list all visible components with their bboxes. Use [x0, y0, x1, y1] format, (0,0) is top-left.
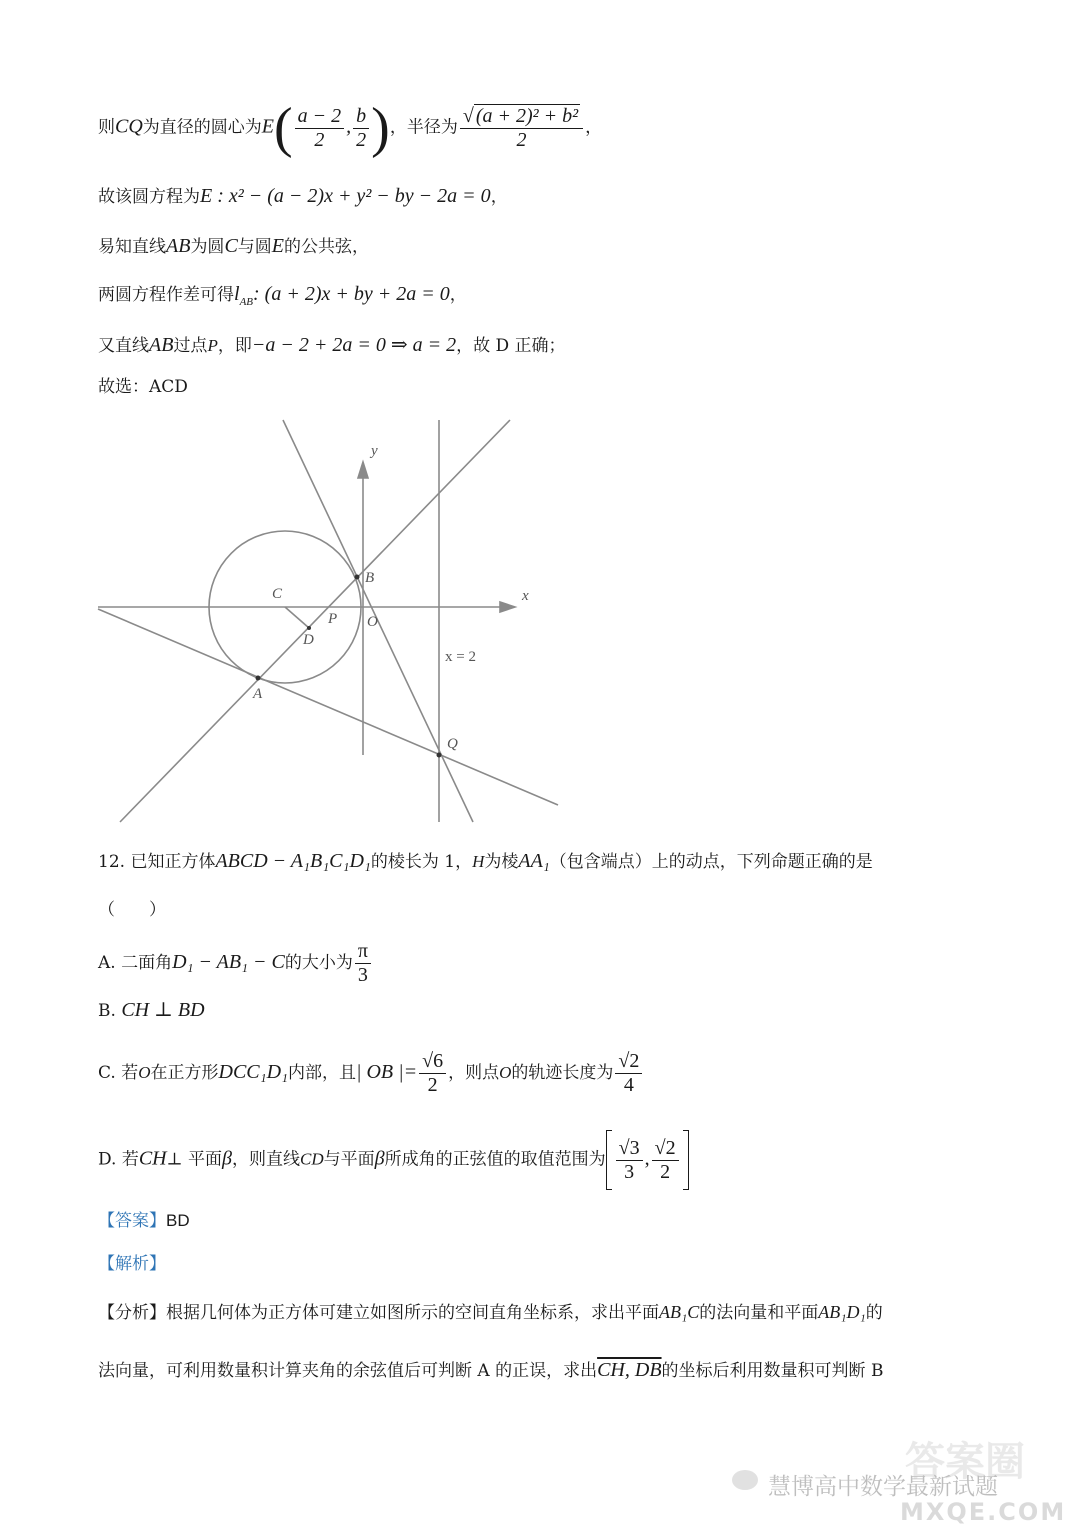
line-aq	[98, 609, 558, 805]
text: A. 二面角	[98, 953, 173, 973]
text: 12. 已知正方体	[98, 852, 216, 872]
text: ，则直线	[232, 1149, 301, 1170]
point-a	[256, 676, 261, 681]
text: 又直线	[98, 336, 149, 356]
text: 过点	[173, 336, 208, 356]
math: AB	[149, 334, 174, 356]
math: O	[138, 1063, 151, 1082]
text: 为圆	[190, 237, 225, 257]
text: ，	[449, 285, 467, 305]
text: B.	[98, 1001, 116, 1021]
fenxi-line-2	[98, 1360, 883, 1380]
math: H	[472, 852, 485, 871]
math: : (a + 2)x + by + 2a = 0	[253, 283, 450, 305]
text: 所成角的正弦值的取值范围为	[384, 1149, 606, 1170]
label-x: x	[522, 588, 529, 604]
fraction: $\frac{√2}{2}$	[652, 1137, 679, 1184]
math: AB₁D₁	[818, 1302, 866, 1322]
text: 内部，且	[287, 1063, 356, 1083]
math: CH	[138, 1147, 167, 1170]
math: CD	[300, 1149, 324, 1169]
text-line-5	[98, 335, 566, 355]
math: D₁ − AB₁ − C	[172, 951, 285, 973]
label-d: D	[303, 632, 314, 648]
answer-value: BD	[166, 1211, 190, 1230]
math: ABCD − A₁B₁C₁D₁	[215, 850, 371, 872]
point-b	[355, 575, 360, 580]
math: l	[234, 283, 240, 305]
text: （ ）	[98, 900, 166, 920]
text: ，则点	[448, 1063, 500, 1083]
math: P	[207, 336, 218, 355]
question-12-stem	[98, 851, 873, 871]
text: ，	[490, 187, 508, 207]
fenxi-tag: 【分析】	[98, 1303, 166, 1323]
option-a	[98, 940, 373, 987]
analysis-tag: 【解析】	[98, 1254, 166, 1274]
label-p: P	[328, 611, 338, 627]
text: 两圆方程作差可得	[98, 285, 234, 305]
text: 法向量，可利用数量积计算夹角的余弦值后可判断 A 的正误，求出	[98, 1361, 598, 1381]
y-axis-arrow	[358, 462, 368, 478]
math: C	[224, 235, 238, 257]
fraction: $\frac{\text{√ (a + 2)² + b²}}{2}$	[460, 105, 583, 152]
option-c	[98, 1050, 644, 1097]
math: E : x² − (a − 2)x + y² − by − 2a = 0	[200, 185, 491, 207]
text: ⊥ 平面	[166, 1149, 223, 1170]
math: | OB |=	[355, 1061, 418, 1083]
math-subscript: AB	[239, 296, 254, 308]
math: O	[499, 1063, 512, 1082]
text: ，半径为	[389, 117, 458, 138]
watermark-text: 慧博高中数学最新试题	[768, 1474, 998, 1500]
fenxi-line-1	[98, 1303, 883, 1322]
paren: (	[274, 97, 293, 159]
label-y: y	[371, 443, 378, 459]
text: 在正方形	[150, 1063, 219, 1083]
wechat-icon	[732, 1470, 758, 1490]
text: 的大小为	[284, 953, 353, 973]
fraction: $\frac{√3}{3}$	[616, 1137, 643, 1184]
text-line-4	[98, 284, 467, 308]
text-line-3	[98, 236, 369, 256]
line-bq	[283, 420, 473, 822]
text: 的轨迹长度为	[511, 1063, 614, 1083]
bracket-right	[683, 1130, 689, 1190]
question-12-paren	[98, 902, 166, 919]
watermark-stamp: 答案圈	[905, 1439, 1025, 1485]
text: ，故 D 正确；	[456, 336, 566, 356]
geometry-figure	[90, 410, 570, 830]
watermark	[730, 1430, 1080, 1527]
text: 为棱	[484, 852, 519, 872]
text-line-6	[98, 379, 188, 396]
point-q	[437, 753, 442, 758]
watermark-site: MXQE.COM	[900, 1498, 1067, 1526]
text: D. 若	[98, 1149, 139, 1170]
label-q: Q	[447, 736, 458, 752]
math: ,	[346, 115, 352, 138]
x-axis-arrow	[500, 602, 515, 612]
line-ab	[120, 420, 510, 822]
math: AA₁	[518, 850, 550, 872]
answer-line	[98, 1212, 190, 1230]
segment-cd	[285, 607, 309, 628]
math: CH ⊥ BD	[121, 999, 205, 1021]
math-vectors: CH, DB	[597, 1359, 662, 1381]
fraction: $\frac{b}{2}$	[353, 105, 369, 152]
fraction: $\frac{\pi}{3}$	[355, 940, 371, 987]
option-d: D. 若CH⊥ 平面β，则直线CD与平面β所成角的正弦值的取值范围为 $\frac{√3}{3}$ , $\frac{√2}{2}$	[98, 1130, 689, 1190]
fraction: $\frac{a - 2}{2}$	[295, 105, 345, 152]
label-a: A	[253, 686, 263, 702]
text: ，即	[217, 336, 252, 356]
math: E	[261, 115, 275, 138]
text: 的棱长为 1，	[370, 852, 473, 872]
text: 易知直线	[98, 237, 166, 257]
text: 与平面	[323, 1149, 375, 1170]
option-b	[98, 1000, 205, 1020]
math: β	[374, 1147, 385, 1170]
math: E	[271, 235, 284, 257]
paren: )	[371, 97, 390, 159]
math: −a − 2 + 2a = 0 ⇒ a = 2	[251, 334, 457, 356]
label-b: B	[365, 570, 375, 586]
label-x2: x = 2	[445, 649, 476, 665]
text: 的	[865, 1303, 883, 1323]
text: 为直径的圆心为	[142, 117, 262, 138]
text: 的坐标后利用数量积可判断 B	[661, 1361, 884, 1381]
text-line-1	[98, 97, 603, 159]
text-line-2	[98, 186, 508, 206]
text: 故该圆方程为	[98, 187, 200, 207]
bracket-left	[606, 1130, 612, 1190]
label-o: O	[367, 614, 378, 630]
text: 与圆	[237, 237, 272, 257]
math: CQ	[115, 115, 143, 138]
text: 根据几何体为正方体可建立如图所示的空间直角坐标系，求出平面	[166, 1303, 659, 1323]
label-c: C	[272, 586, 283, 602]
math: AB₁C	[659, 1302, 700, 1322]
text: 则	[98, 117, 115, 138]
fraction: $\frac{√2}{4}$	[615, 1050, 642, 1097]
text: 故选：ACD	[98, 377, 188, 397]
answer-tag: 【答案】	[98, 1211, 166, 1231]
analysis-line	[98, 1256, 166, 1273]
text: 的法向量和平面	[699, 1303, 819, 1323]
math: AB	[166, 235, 191, 257]
point-d	[307, 626, 311, 630]
text: C. 若	[98, 1063, 139, 1083]
fraction: $\frac{√6}{2}$	[419, 1050, 446, 1097]
text: 的公共弦，	[284, 237, 369, 257]
text: ，	[585, 117, 603, 138]
math: β	[222, 1147, 233, 1170]
text: （包含端点）上的动点，下列命题正确的是	[549, 852, 873, 872]
math: DCC₁D₁	[218, 1061, 288, 1083]
